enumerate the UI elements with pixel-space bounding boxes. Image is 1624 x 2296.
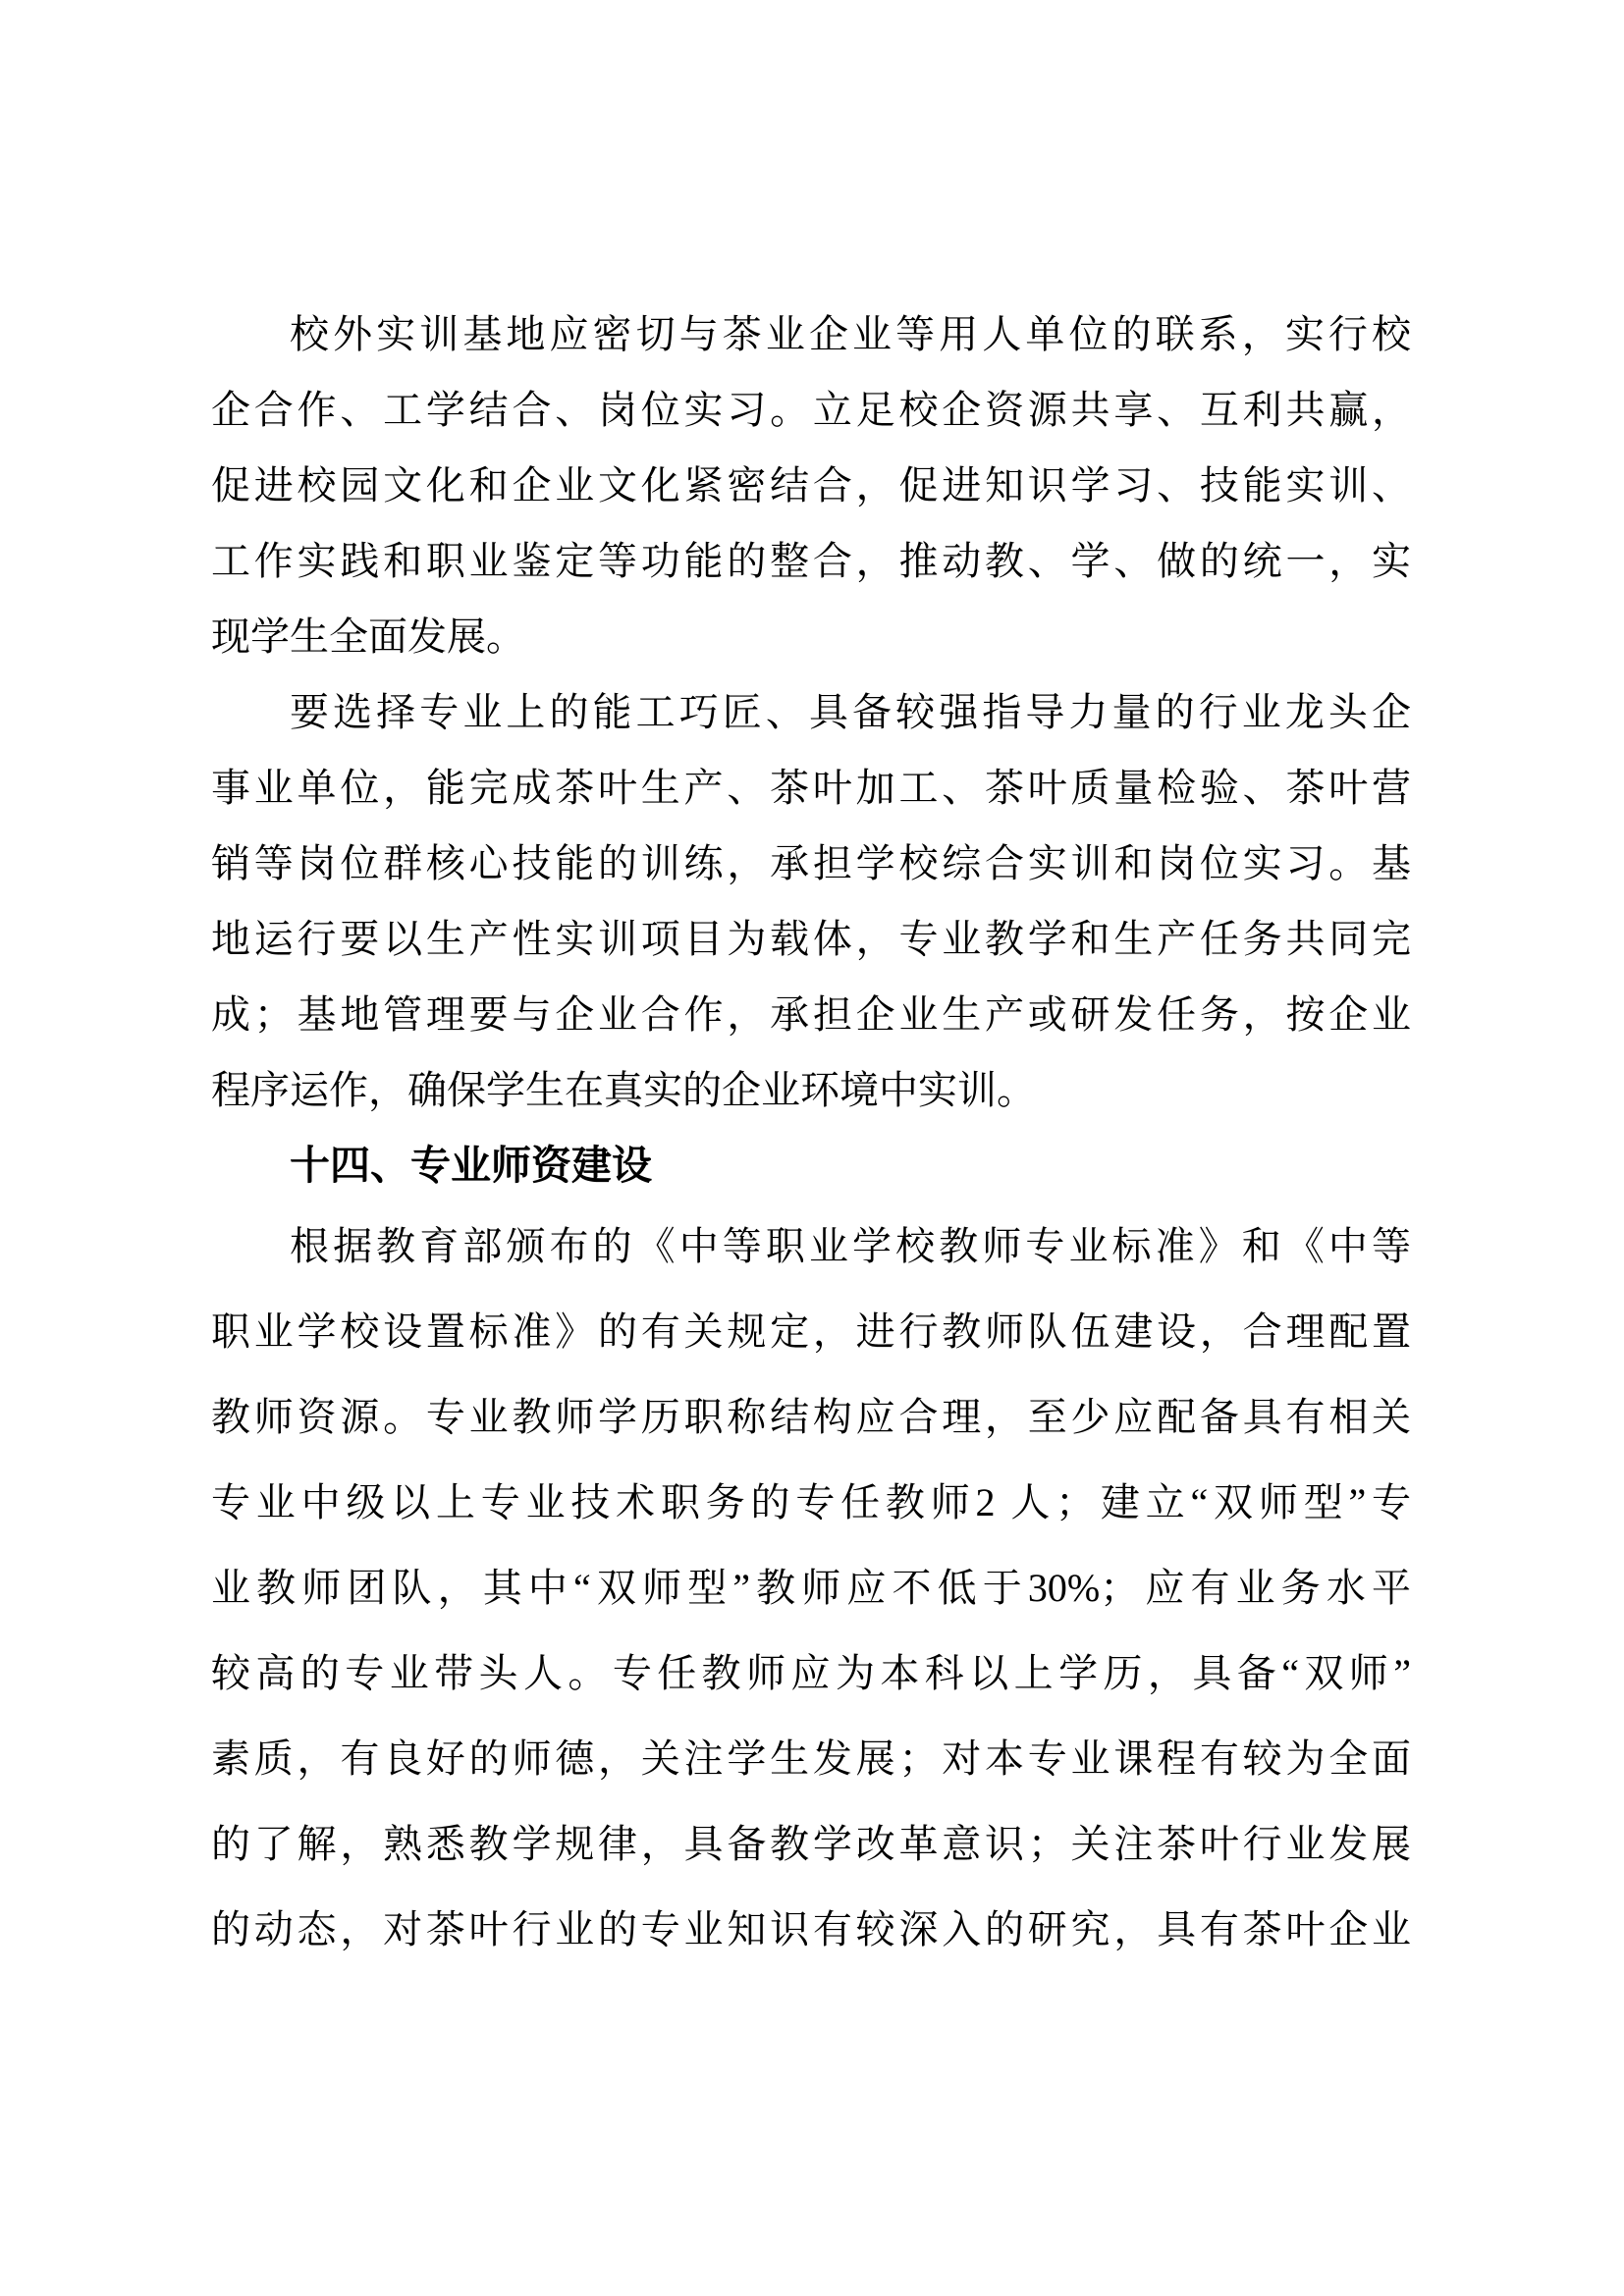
text-line: 较高的专业带头人。专任教师应为本科以上学历，具备“双师” bbox=[211, 1651, 1411, 1695]
text-line: 事业单位，能完成茶叶生产、茶叶加工、茶叶质量检验、茶叶营 bbox=[211, 766, 1411, 810]
text-line: 要选择专业上的能工巧匠、具备较强指导力量的行业龙头企 bbox=[290, 690, 1411, 734]
text-line: 现学生全面发展。 bbox=[211, 614, 525, 659]
text-line: 程序运作，确保学生在真实的企业环境中实训。 bbox=[211, 1068, 1036, 1112]
paragraph-teacher-staff-building bbox=[211, 1203, 1411, 1972]
text-line: 促进校园文化和企业文化紧密结合，促进知识学习、技能实训、 bbox=[211, 463, 1411, 507]
text-line: 业教师团队，其中“双师型”教师应不低于30%；应有业务水平 bbox=[211, 1566, 1411, 1610]
text-line: 地运行要以生产性实训项目为载体，专业教学和生产任务共同完 bbox=[211, 917, 1411, 961]
document-body bbox=[211, 296, 1411, 1972]
text-line: 工作实践和职业鉴定等功能的整合，推动教、学、做的统一，实 bbox=[211, 539, 1411, 583]
paragraph-enterprise-selection bbox=[211, 674, 1411, 1128]
text-line: 专业中级以上专业技术职务的专任教师2 人；建立“双师型”专 bbox=[211, 1480, 1411, 1524]
text-line: 销等岗位群核心技能的训练，承担学校综合实训和岗位实习。基 bbox=[211, 841, 1411, 885]
text-line: 教师资源。专业教师学历职称结构应合理，至少应配备具有相关 bbox=[211, 1395, 1411, 1439]
text-line: 根据教育部颁布的《中等职业学校教师专业标准》和《中等 bbox=[290, 1224, 1411, 1268]
paragraph-campus-external-training bbox=[211, 296, 1411, 674]
text-line: 成；基地管理要与企业合作，承担企业生产或研发任务，按企业 bbox=[211, 992, 1411, 1037]
text-line: 企合作、工学结合、岗位实习。立足校企资源共享、互利共赢， bbox=[211, 388, 1411, 432]
text-line: 的了解，熟悉教学规律，具备教学改革意识；关注茶叶行业发展 bbox=[211, 1822, 1411, 1866]
section-heading: 十四、专业师资建设 bbox=[290, 1143, 652, 1188]
text-line: 的动态，对茶叶行业的专业知识有较深入的研究，具有茶叶企业 bbox=[211, 1907, 1411, 1951]
text-line: 职业学校设置标准》的有关规定，进行教师队伍建设，合理配置 bbox=[211, 1309, 1411, 1354]
text-line: 素质，有良好的师德，关注学生发展；对本专业课程有较为全面 bbox=[211, 1736, 1411, 1781]
text-line: 校外实训基地应密切与茶业企业等用人单位的联系，实行校 bbox=[290, 312, 1411, 356]
